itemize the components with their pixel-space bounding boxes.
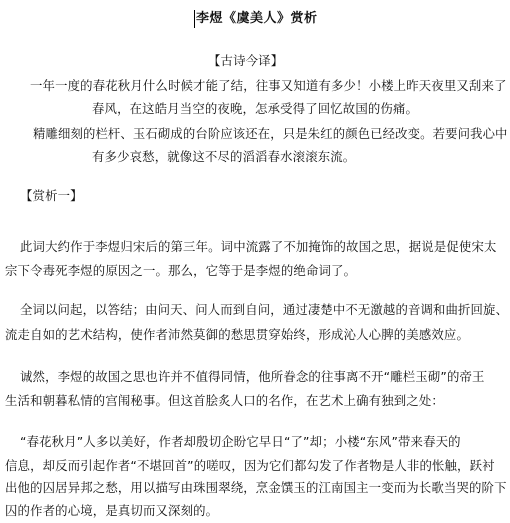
- text-cursor: [194, 10, 195, 28]
- paragraph-line: 囚的作者的心境，是真切而又深刻的。: [5, 503, 219, 518]
- translation-line: 精雕细刻的栏杆、玉石砌成的台阶应该还在，只是朱红的颜色已经改变。若要问我心中: [33, 126, 508, 141]
- paragraph-line: 此词大约作于李煜归宋后的第三年。词中流露了不加掩饰的故国之思，据说是促使宋太: [20, 239, 497, 254]
- translation-line: 一年一度的春花秋月什么时候才能了结，往事又知道有多少！小楼上昨天夜里又刮来了: [30, 78, 507, 93]
- paragraph-line: 宗下令毒死李煜的原因之一。那么，它等于是李煜的绝命词了。: [5, 263, 357, 278]
- paragraph-line: 诚然，李煜的故国之思也许并不值得同情，他所眷念的往事离不开“雕栏玉砌”的帝王: [20, 369, 485, 384]
- section-heading-analysis: 【赏析一】: [20, 188, 83, 203]
- document-title: 李煜《虞美人》赏析: [196, 11, 318, 26]
- section-heading-translation: 【古诗今译】: [208, 53, 284, 68]
- paragraph-line: 出他的囚居异邦之愁，用以描写由珠围翠绕，烹金馔玉的江南国主一变而为长歌当哭的阶下: [5, 480, 507, 495]
- paragraph-line: 流走自如的艺术结构，使作者沛然莫御的愁思贯穿始终，形成沁人心脾的美感效应。: [5, 327, 470, 342]
- paragraph-line: 生活和朝暮私情的宫闱秘事。但这首脍炙人口的名作，在艺术上确有独到之处：: [5, 393, 444, 408]
- paragraph-line: “春花秋月”人多以美好，作者却殷切企盼它早日“了”却；小楼“东风”带来春天的: [20, 434, 461, 449]
- translation-line: 有多少哀愁，就像这不尽的滔滔春水滚滚东流。: [92, 149, 356, 164]
- paragraph-line: 信息，却反而引起作者“不堪回首”的嗟叹，因为它们都勾发了作者物是人非的怅触，跃衬: [5, 458, 495, 473]
- translation-line: 春风，在这皓月当空的夜晚，怎承受得了回忆故国的伤痛。: [92, 101, 419, 116]
- paragraph-line: 全词以问起，以答结；由问天、问人而到自问，通过凄楚中不无激越的音调和曲折回旋、: [20, 302, 509, 317]
